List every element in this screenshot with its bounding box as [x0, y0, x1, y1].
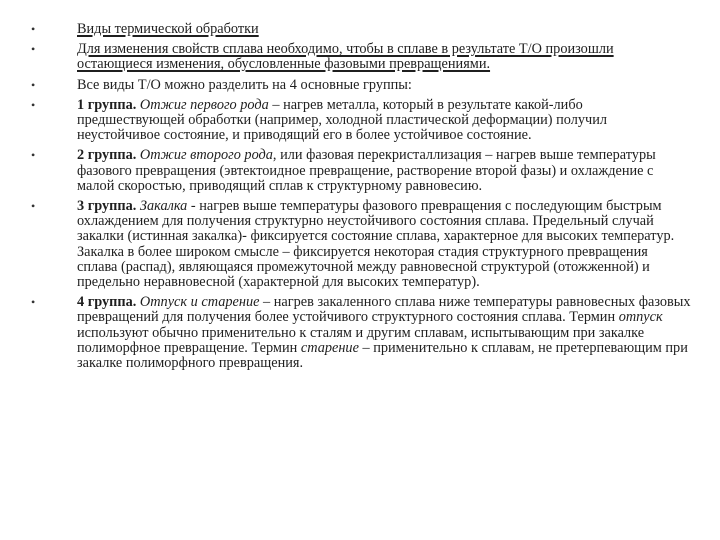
intro-text-underlined	[77, 41, 614, 72]
list-item-group-3	[31, 199, 691, 290]
group-description-part-c: – применительно к сплавам, не претерпевающим при закалке полиморфного превращения.	[77, 339, 688, 372]
group-term: Отжиг первого рода	[139, 96, 269, 113]
group-label: 4 группа.	[77, 294, 137, 311]
bullet-icon: •	[31, 22, 36, 36]
list-item-groups-intro	[31, 78, 691, 93]
list-item-group-4	[31, 295, 691, 371]
group-description-part-b: используют обычно применительно к сталям и другим сплавам, испытывающим при закалке полиморфное превращение. Термин	[77, 324, 645, 356]
groups-intro-text: Все виды Т/О можно разделить на 4 основные группы:	[77, 76, 412, 93]
list-item-intro	[31, 42, 691, 72]
bullet-list	[31, 22, 691, 376]
list-item-group-1	[31, 98, 691, 144]
group-term: Закалка	[139, 198, 188, 215]
bullet-icon: •	[31, 295, 36, 310]
bullet-icon: •	[31, 148, 36, 163]
list-item-title	[31, 22, 691, 37]
bullet-icon: •	[31, 97, 36, 112]
intro-text: Для изменения свойств сплава необходимо, чтобы в сплаве в результате Т/О произошли остающиеся изменения, обусловленные фазовыми превращениями.	[77, 41, 614, 73]
group-label: 2 группа.	[77, 147, 137, 164]
bullet-icon: •	[31, 42, 36, 57]
group-description: , или фазовая перекристаллизация – нагрев выше температуры фазового превращения (эвтектоидное превращение, растворение второй фазы) и охлаждение с малой скоростью, приводящий сплав к структурному равновесию.	[77, 147, 656, 194]
list-item-group-2	[31, 148, 691, 194]
group-description-part-a: – нагрев закаленного сплава ниже температуры равновесных фазовых превращений для получения более устойчивого структурного состояния сплава. Термин	[77, 294, 691, 326]
heading-text: Виды термической обработки	[77, 21, 259, 37]
term-starenie: старение	[300, 339, 359, 356]
group-term: Отпуск и старение	[139, 294, 260, 311]
bullet-icon: •	[31, 77, 36, 92]
group-term: Отжиг второго рода	[139, 147, 273, 164]
group-description: – нагрев металла, который в результате какой-либо предшествующей обработки (например, холодной пластической деформации) получил неустойчивое состояние, и приводящий его в более устойчивое состояние.	[77, 96, 608, 144]
group-description: - нагрев выше температуры фазового превращения с последующим быстрым охлаждением для получения структурно неустойчивого состояния сплава. Предельный случай закалки (истинная закалка)- фиксируется состояние сплава, характерное для высоких температур. Закалка в более широком смысле – фиксируется некоторая стадия структурного превращения сплава (распад), являющаяся промежуточной между равновесной структурой (отожженной) и предельно неравновесной (характерной для высоких температур).	[77, 198, 675, 291]
group-label: 3 группа.	[77, 198, 137, 215]
group-label: 1 группа.	[77, 96, 137, 113]
term-otpusk: отпуск	[618, 309, 663, 326]
bullet-icon: •	[31, 199, 36, 214]
